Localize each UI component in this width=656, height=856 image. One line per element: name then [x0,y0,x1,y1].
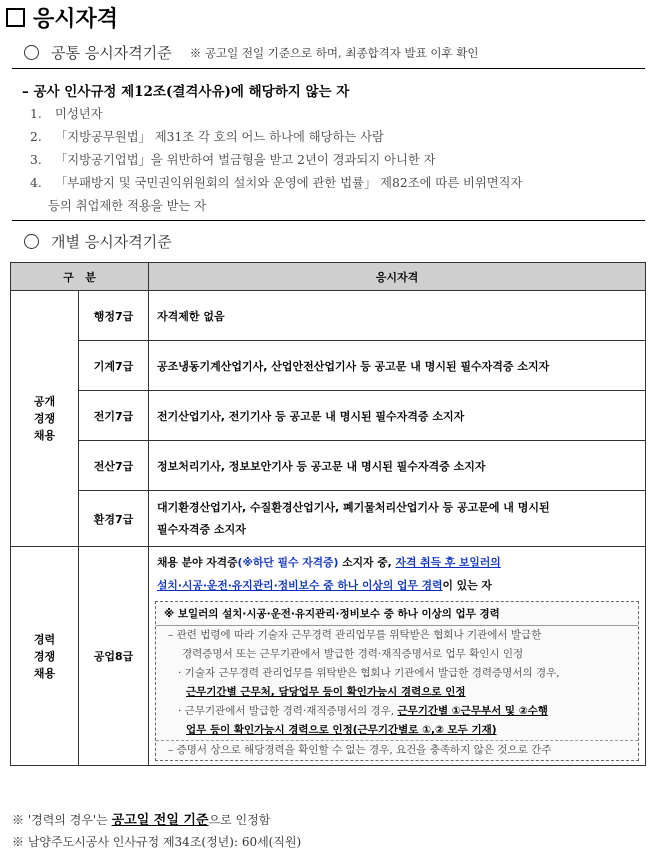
detail-line: – 관련 법령에 따라 기술자 근무경력 관리업무를 위탁받은 협회나 기관에서 발급한 [168,629,542,641]
list-text: 「지방공기업법」을 위반하여 벌금형을 받고 2년이 경과되지 아니한 자 [55,153,436,167]
career-text: 채용 분야 자격증 [157,556,238,569]
grade-cell: 기계7급 [79,341,149,391]
grade-cell: 환경7급 [79,491,149,547]
detail-line [156,683,638,702]
group-career-recruitment: 경력 경쟁 채용 [11,547,79,766]
circle-bullet-icon [24,234,39,249]
detail-line [156,702,638,721]
career-detail-box [155,601,639,761]
circle-bullet-icon [24,45,39,60]
detail-line: – 증명서 상으로 해당경력을 확인할 수 없는 경우, 요건을 충족하지 않은 것으로 간주 [156,740,638,760]
detail-line [156,721,638,740]
footnote-text: ※ '경력의 경우'는 [12,813,112,827]
detail-heading: ※ 보일러의 설치·시공·운전·유지관리·정비보수 중 하나 이상의 업무 경력 [156,602,638,626]
footnote: ※ 남양주도시공사 인사규정 제34조(정년): 60세(직원) [12,835,302,849]
career-text-highlight: (※하단 필수 자격증) [237,556,339,569]
footnote-emphasis: 공고일 전일 기준 [111,813,209,828]
detail-emphasis: 근무기간별 근무처, 담당업무 등이 확인가능시 경력으로 인정 [186,686,466,698]
common-criteria-heading-text: 공통 응시자격기준 [51,44,172,62]
table-row [11,441,646,491]
table-row [11,291,646,341]
qualification-cell: 정보처리기사, 정보보안기사 등 공고문 내 명시된 필수자격증 소지자 [149,441,646,491]
detail-emphasis: 근무기간별 ①근무부서 및 ②수행 [397,705,548,717]
list-item [30,150,436,168]
career-text-highlight: 설치·시공·운전·유지관리·정비보수 중 하나 이상의 업무 경력 [157,579,443,592]
list-number: 1. [30,107,42,121]
grade-cell: 전산7급 [79,441,149,491]
qualification-line: 필수자격증 소지자 [157,522,246,536]
qualification-cell [149,491,646,547]
list-item [30,127,384,145]
detail-line: 경력증명서 또는 근무기관에서 발급한 경력·재직증명서로 업무 확인시 인정 [182,648,524,660]
group-open-recruitment: 공개 경쟁 채용 [11,291,79,547]
career-text: 이 있는 자 [442,579,492,592]
table-row [11,391,646,441]
detail-line: · 기술자 근무경력 관리업무를 위탁받은 협회나 기관에서 발급한 경력증명서의 경우, [178,667,560,679]
checkbox-square-icon [6,8,25,27]
individual-criteria-heading-text: 개별 응시자격기준 [51,233,172,251]
grade-cell: 전기7급 [79,391,149,441]
table-row [11,341,646,391]
footnote [12,809,270,828]
table-row [11,547,646,766]
list-text: 미성년자 [55,107,103,121]
list-number: 3. [30,153,42,167]
qualification-cell: 공조냉동기계산업기사, 산업안전산업기사 등 공고문 내 명시된 필수자격증 소지자 [149,341,646,391]
detail-text: · 근무기관에서 발급한 경력·재직증명서의 경우, [178,705,398,717]
detail-emphasis: 업무 등이 확인가능시 경력으로 인정(근무기간별로 ①,② 모두 기재) [186,724,497,736]
career-qualification-cell [149,547,646,766]
qualification-cell: 자격제한 없음 [149,291,646,341]
qualification-cell: 전기산업기사, 전기기사 등 공고문 내 명시된 필수자격증 소지자 [149,391,646,441]
page-title-text: 응시자격 [33,7,119,32]
grade-cell: 공업8급 [79,547,149,766]
table-row [11,491,646,547]
list-item [30,104,103,122]
qualification-table [10,262,646,766]
list-text: 「부패방지 및 국민권익위원회의 설치와 운영에 관한 법률」 제82조에 따른 비위면직자 [55,176,523,190]
individual-criteria-heading [24,231,172,252]
table-header-row [11,263,646,291]
common-criteria-note: ※ 공고일 전일 기준으로 하며, 최종합격자 발표 이후 확인 [189,45,479,60]
career-requirement [149,551,645,597]
grade-cell: 행정7급 [79,291,149,341]
list-number: 2. [30,130,42,144]
qualification-line: 대기환경산업기사, 수질환경산업기사, 폐기물처리산업기사 등 공고문에 내 명시된 [157,500,550,514]
list-item [30,173,522,191]
page-title [6,2,118,33]
footnote-text: 으로 인정함 [208,813,271,827]
disqualification-heading: – 공사 인사규정 제12조(결격사유)에 해당하지 않는 자 [22,84,350,100]
header-qualification: 응시자격 [149,263,646,291]
divider [12,68,645,69]
list-number: 4. [30,176,42,190]
divider [12,220,645,221]
career-text: 소지자 중, [338,556,396,569]
list-item-continuation: 등의 취업제한 적용을 받는 자 [48,199,207,213]
common-criteria-heading [24,42,479,63]
list-text: 「지방공무원법」 제31조 각 호의 어느 하나에 해당하는 사람 [55,130,384,144]
career-text-highlight: 자격 취득 후 보일러의 [395,556,501,569]
header-category: 구 분 [11,263,149,291]
